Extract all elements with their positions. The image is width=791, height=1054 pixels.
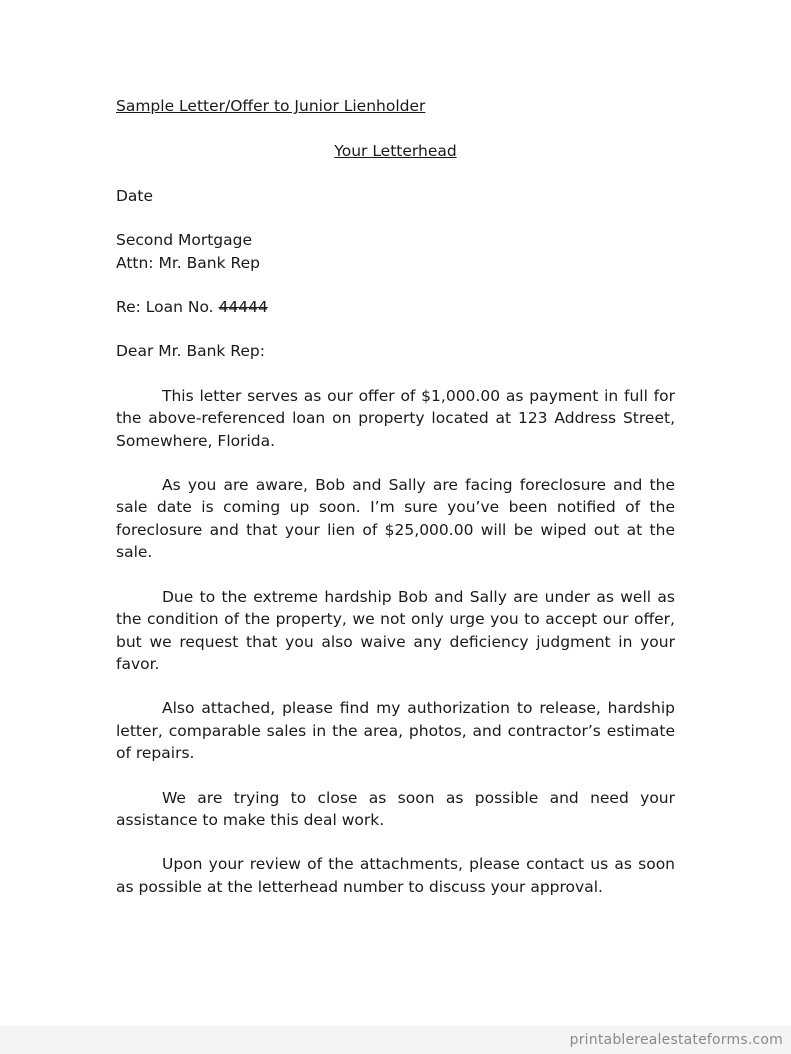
- paragraph-attachments: Also attached, please find my authorization to release, hardship letter, comparable sales in the area, photos, and contractor’s estimate of repairs.: [116, 699, 675, 763]
- reference-line: [116, 296, 675, 318]
- site-watermark: printablerealestateforms.com: [569, 1032, 783, 1048]
- recipient-block: [116, 229, 675, 274]
- paragraph-hardship: Due to the extreme hardship Bob and Sally are under as well as the condition of the property, we not only urge you to accept our offer, but we request that you also waive any deficiency judgment in your favor.: [116, 587, 675, 673]
- paragraph-offer: This letter serves as our offer of $1,000.00 as payment in full for the above-referenced loan on property located at 123 Address Street, Somewhere, Florida.: [116, 386, 675, 450]
- footer-bar: [0, 1026, 791, 1054]
- recipient-line-1: Second Mortgage: [116, 231, 252, 250]
- paragraph-closing: We are trying to close as soon as possible and need your assistance to make this deal work.: [116, 788, 675, 829]
- letter-body: [116, 95, 675, 898]
- letterhead-placeholder: Your Letterhead: [334, 142, 457, 161]
- recipient-line-2: Attn: Mr. Bank Rep: [116, 253, 260, 272]
- paragraph-foreclosure: As you are aware, Bob and Sally are facing foreclosure and the sale date is coming up soon. I’m sure you’ve been notified of the foreclosure and that your lien of $25,000.00 will be wiped out at the sale.: [116, 476, 675, 562]
- date-placeholder: Date: [116, 186, 154, 205]
- document-title: Sample Letter/Offer to Junior Lienholder: [116, 97, 426, 115]
- loan-number: 44444: [218, 298, 268, 317]
- salutation: Dear Mr. Bank Rep:: [116, 342, 265, 361]
- paragraph-contact: Upon your review of the attachments, please contact us as soon as possible at the letterhead number to discuss your approval.: [116, 855, 675, 896]
- reference-prefix: Re: Loan No.: [116, 298, 219, 317]
